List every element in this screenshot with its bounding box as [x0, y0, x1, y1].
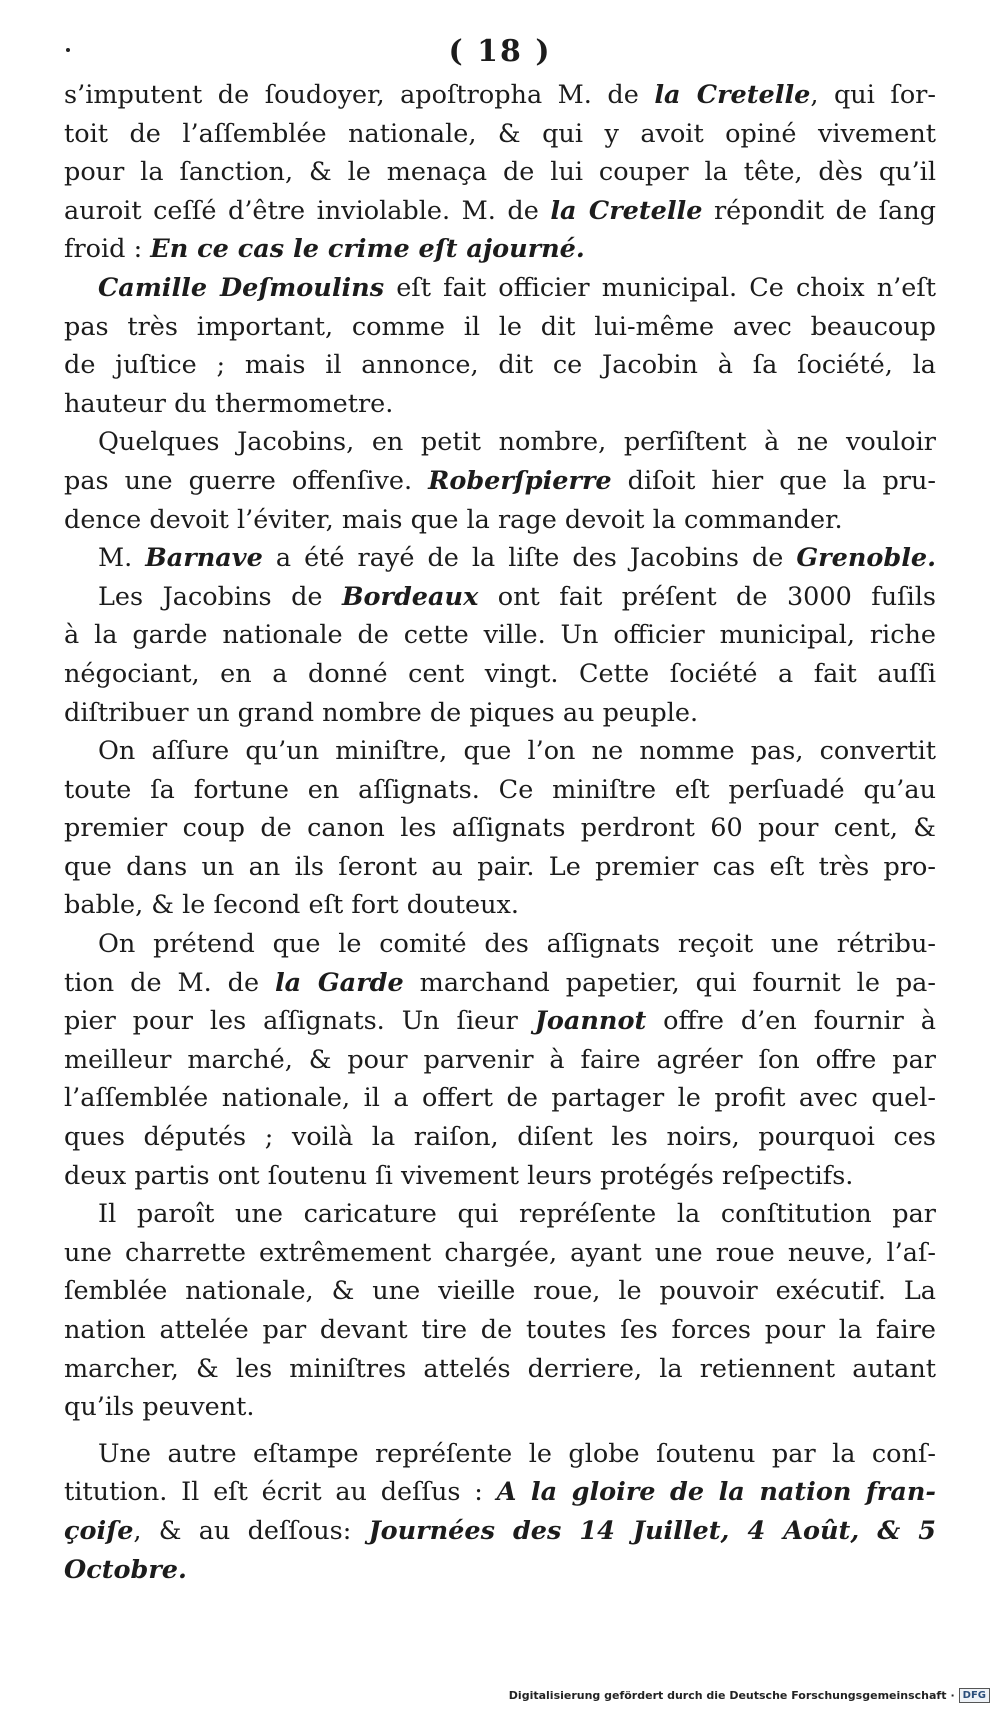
text-segment: titution. Il eſt écrit au deſſus :	[64, 1477, 497, 1508]
text-line	[64, 192, 936, 231]
italic-text-segment: Camille Deſmoulins	[98, 272, 385, 303]
text-line	[64, 76, 936, 115]
text-line	[64, 1311, 936, 1350]
text-line	[64, 462, 936, 501]
text-line	[64, 578, 936, 617]
text-line	[64, 308, 936, 347]
text-segment: l’aſſemblée nationale, il a offert de partager le profit avec quel-	[64, 1083, 936, 1114]
italic-text-segment: Journées des 14 Juillet, 4 Août, & 5	[368, 1515, 936, 1546]
dfg-logo-icon: DFG	[959, 1688, 990, 1703]
text-line	[64, 1079, 936, 1118]
text-line	[64, 1118, 936, 1157]
text-segment: pour la ſanction, & le menaça de lui couper la tête, dès qu’il	[64, 157, 936, 188]
text-line	[64, 501, 936, 540]
text-segment: bable, & le ſecond eſt fort douteux.	[64, 890, 520, 921]
text-line	[64, 385, 936, 424]
text-line	[64, 153, 936, 192]
text-line	[64, 230, 936, 269]
text-segment: s’imputent de ſoudoyer, apoſtropha M. de	[64, 80, 655, 110]
text-segment: a été rayé de la liſte des Jacobins de	[262, 543, 797, 574]
text-segment: On aſſure qu’un miniſtre, que l’on ne nomme pas, convertit	[98, 736, 936, 767]
text-line	[64, 694, 936, 733]
text-segment: Une autre eſtampe repréſente le globe ſoutenu par la conſ-	[98, 1438, 936, 1469]
funding-credit: Digitalisierung gefördert durch die Deutsche Forschungsgemeinschaft	[508, 1689, 947, 1702]
text-line	[64, 346, 936, 385]
text-line	[64, 771, 936, 810]
italic-text-segment: Barnave	[145, 543, 263, 574]
text-line	[64, 1388, 936, 1427]
text-line	[64, 1435, 936, 1474]
text-line	[64, 539, 936, 578]
text-segment: diſoit hier que la pru-	[611, 465, 936, 496]
text-segment: On prétend que le comité des aſſignats reçoit une rétribu-	[98, 929, 936, 960]
text-segment: de juſtice ; mais il annonce, dit ce Jacobin à ſa ſociété, la	[64, 350, 936, 381]
text-segment: Quelques Jacobins, en petit nombre, perſiſtent à ne vouloir	[98, 427, 936, 458]
italic-text-segment: Grenoble.	[796, 543, 936, 574]
text-segment: toit de l’aſſemblée nationale, & qui y avoit opiné vivement	[64, 118, 936, 149]
text-segment: ques députés ; voilà la raiſon, diſent les noirs, pourquoi ces	[64, 1122, 936, 1153]
text-segment: M.	[98, 543, 146, 574]
text-line	[64, 1041, 936, 1080]
italic-text-segment: la Garde	[274, 967, 404, 998]
text-line	[64, 1157, 936, 1196]
text-segment: marchand papetier, qui fournit le pa-	[403, 967, 936, 998]
text-line	[64, 848, 936, 887]
text-line	[64, 809, 936, 848]
text-segment: tion de M. de	[64, 967, 275, 998]
text-segment: Les Jacobins de	[98, 581, 342, 612]
text-segment: ſemblée nationale, & une vieille roue, le pouvoir exécutif. La	[64, 1276, 936, 1307]
text-segment: froid :	[64, 234, 151, 265]
italic-text-segment: Bordeaux	[341, 581, 479, 612]
text-line	[64, 1551, 936, 1590]
separator-dash: ·	[950, 1689, 955, 1702]
digitization-footer	[509, 1688, 990, 1703]
text-segment: ont fait préſent de 3000 fuſils	[478, 581, 936, 612]
text-segment: deux partis ont ſoutenu ſi vivement leurs protégés reſpectifs.	[64, 1160, 854, 1191]
text-segment: que dans un an ils ſeront au pair. Le premier cas eſt très pro-	[64, 851, 936, 882]
text-segment: offre d’en fournir à	[646, 1006, 936, 1037]
text-segment: répondit de ſang	[702, 195, 936, 226]
page-number: ( 18 )	[448, 34, 552, 69]
text-segment: toute ſa fortune en aſſignats. Ce miniſtre eſt perſuadé qu’au	[64, 774, 936, 805]
body-text	[64, 76, 936, 1589]
text-line	[64, 1272, 936, 1311]
text-segment: qu’ils peuvent.	[64, 1392, 255, 1423]
text-segment: Il paroît une caricature qui repréſente la conſtitution par	[98, 1199, 936, 1230]
text-line	[64, 423, 936, 462]
text-segment: premier coup de canon les aſſignats perdront 60 pour cent, &	[64, 813, 936, 844]
italic-text-segment: Roberſpierre	[428, 465, 612, 496]
text-line	[64, 1195, 936, 1234]
text-line	[64, 732, 936, 771]
text-segment: dence devoit l’éviter, mais que la rage devoit la commander.	[64, 504, 843, 535]
text-line	[64, 1234, 936, 1273]
text-line	[64, 616, 936, 655]
text-segment: à la garde nationale de cette ville. Un officier municipal, riche	[64, 620, 936, 651]
text-segment: diſtribuer un grand nombre de piques au peuple.	[64, 697, 699, 728]
text-line	[64, 1350, 936, 1389]
text-segment: meilleur marché, & pour parvenir à faire agréer ſon offre par	[64, 1044, 936, 1075]
text-segment: pas très important, comme il le dit lui-même avec beaucoup	[64, 311, 936, 342]
text-line	[64, 655, 936, 694]
italic-text-segment: la Cretelle	[550, 195, 703, 226]
text-segment: négociant, en a donné cent vingt. Cette ſociété a fait auſſi	[64, 658, 936, 689]
text-segment: pier pour les aſſignats. Un ſieur	[64, 1006, 535, 1037]
text-line	[64, 964, 936, 1003]
text-line	[64, 269, 936, 308]
text-segment: , qui ſor-	[810, 80, 936, 110]
text-line	[64, 115, 936, 154]
text-segment: nation attelée par devant tire de toutes ſes forces pour la faire	[64, 1315, 936, 1345]
text-segment: eſt fait officier municipal. Ce choix n’eſt	[384, 272, 936, 303]
text-segment: une charrette extrêmement chargée, ayant une roue neuve, l’aſ-	[64, 1237, 936, 1268]
text-segment: auroit ceſſé d’être inviolable. M. de	[64, 195, 551, 226]
italic-text-segment: Octobre.	[64, 1554, 187, 1585]
text-segment: pas une guerre offenſive.	[64, 465, 429, 496]
text-segment: , & au deſſous:	[133, 1515, 369, 1546]
italic-text-segment: Joannot	[534, 1006, 647, 1037]
text-segment: hauteur du thermometre.	[64, 388, 394, 419]
text-line	[64, 1512, 936, 1551]
italic-text-segment: la Cretelle	[654, 80, 811, 110]
italic-text-segment: A la gloire de la nation fran-	[496, 1477, 936, 1508]
text-line	[64, 886, 936, 925]
text-segment: marcher, & les miniſtres attelés derriere, la retiennent autant	[64, 1353, 936, 1384]
text-line	[64, 925, 936, 964]
text-line	[64, 1473, 936, 1512]
text-line	[64, 1002, 936, 1041]
italic-text-segment: çoiſe	[64, 1515, 134, 1546]
italic-text-segment: En ce cas le crime eſt ajourné.	[150, 234, 585, 265]
